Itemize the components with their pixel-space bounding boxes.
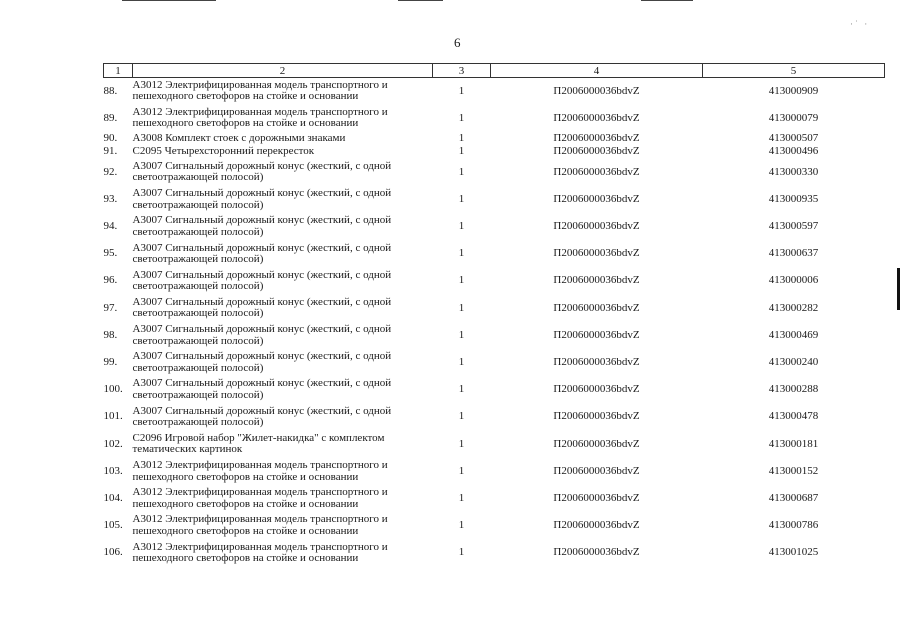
item-code: П2006000036bdvZ bbox=[553, 546, 640, 559]
table-row bbox=[104, 349, 885, 376]
column-header: 2 bbox=[133, 64, 433, 78]
item-name: А3008 Комплект стоек с дорожными знаками bbox=[132, 131, 346, 144]
table-row bbox=[104, 322, 885, 349]
inventory-number: 413000006 bbox=[768, 274, 819, 287]
row-number: 91. bbox=[103, 145, 118, 158]
item-quantity: 1 bbox=[458, 247, 465, 260]
item-quantity: 1 bbox=[458, 356, 465, 369]
row-number: 105. bbox=[103, 519, 123, 532]
item-quantity: 1 bbox=[458, 111, 465, 124]
row-number: 92. bbox=[103, 165, 118, 178]
inventory-table bbox=[103, 63, 885, 567]
item-code: П2006000036bdvZ bbox=[553, 274, 640, 287]
top-rule bbox=[122, 0, 216, 1]
item-quantity: 1 bbox=[458, 491, 465, 504]
item-code: П2006000036bdvZ bbox=[553, 192, 640, 205]
inventory-number: 413000496 bbox=[768, 145, 819, 158]
table-row bbox=[104, 159, 885, 186]
table-row bbox=[104, 132, 885, 146]
inventory-number: 413000469 bbox=[768, 328, 819, 341]
inventory-number: 413000597 bbox=[768, 220, 819, 233]
inventory-number: 413000288 bbox=[768, 383, 819, 396]
row-number: 99. bbox=[103, 356, 118, 369]
row-number: 104. bbox=[103, 491, 123, 504]
item-name: С2095 Четырехсторонний перекресток bbox=[132, 145, 315, 158]
item-quantity: 1 bbox=[458, 383, 465, 396]
column-header: 3 bbox=[433, 64, 491, 78]
item-quantity: 1 bbox=[458, 165, 465, 178]
item-code: П2006000036bdvZ bbox=[553, 131, 640, 144]
item-quantity: 1 bbox=[458, 301, 465, 314]
inventory-number: 413000282 bbox=[768, 301, 819, 314]
table-row bbox=[104, 213, 885, 240]
table-row bbox=[104, 145, 885, 159]
row-number: 103. bbox=[103, 464, 123, 477]
table-row bbox=[104, 78, 885, 105]
column-header: 1 bbox=[104, 64, 133, 78]
item-name: А3007 Сигнальный дорожный конус (жесткий, с одной светоотражающей полосой) bbox=[132, 377, 392, 401]
item-quantity: 1 bbox=[458, 145, 465, 158]
item-code: П2006000036bdvZ bbox=[553, 464, 640, 477]
item-code: П2006000036bdvZ bbox=[553, 145, 640, 158]
item-code: П2006000036bdvZ bbox=[553, 437, 640, 450]
item-code: П2006000036bdvZ bbox=[553, 410, 640, 423]
inventory-number: 413000935 bbox=[768, 192, 819, 205]
item-quantity: 1 bbox=[458, 220, 465, 233]
item-code: П2006000036bdvZ bbox=[553, 165, 640, 178]
item-quantity: 1 bbox=[458, 546, 465, 559]
item-name: А3012 Электрифицированная модель транспортного и пешеходного светофоров на стойке и основании bbox=[132, 78, 388, 103]
item-name: А3007 Сигнальный дорожный конус (жесткий, с одной светоотражающей полосой) bbox=[132, 187, 392, 211]
item-name: А3007 Сигнальный дорожный конус (жесткий, с одной светоотражающей полосой) bbox=[132, 268, 392, 293]
row-number: 96. bbox=[103, 274, 118, 287]
scan-speck: ·˙ · bbox=[850, 19, 870, 29]
inventory-number: 413000152 bbox=[768, 464, 819, 477]
item-name: А3007 Сигнальный дорожный конус (жесткий, с одной светоотражающей полосой) bbox=[132, 350, 392, 374]
table-row bbox=[104, 458, 885, 485]
inventory-number: 413000687 bbox=[768, 491, 819, 504]
item-quantity: 1 bbox=[458, 192, 465, 205]
item-code: П2006000036bdvZ bbox=[553, 491, 640, 504]
column-header: 5 bbox=[703, 64, 885, 78]
item-name: А3012 Электрифицированная модель транспортного и пешеходного светофоров на стойке и основании bbox=[132, 540, 388, 565]
item-name: А3007 Сигнальный дорожный конус (жесткий, с одной светоотражающей полосой) bbox=[132, 295, 392, 320]
item-name: А3007 Сигнальный дорожный конус (жесткий, с одной светоотражающей полосой) bbox=[132, 214, 392, 238]
item-name: А3007 Сигнальный дорожный конус (жесткий, с одной светоотражающей полосой) bbox=[132, 159, 392, 184]
item-code: П2006000036bdvZ bbox=[553, 220, 640, 233]
item-quantity: 1 bbox=[458, 437, 465, 450]
row-number: 102. bbox=[103, 437, 123, 450]
item-name: С2096 Игровой набор "Жилет-накидка" с комплектом тематических картинок bbox=[132, 431, 385, 456]
item-quantity: 1 bbox=[458, 328, 465, 341]
table-row bbox=[104, 485, 885, 512]
item-quantity: 1 bbox=[458, 84, 465, 97]
item-name: А3007 Сигнальный дорожный конус (жесткий, с одной светоотражающей полосой) bbox=[132, 241, 392, 266]
item-quantity: 1 bbox=[458, 464, 465, 477]
item-quantity: 1 bbox=[458, 131, 465, 144]
page-number: 6 bbox=[454, 35, 461, 50]
row-number: 95. bbox=[103, 247, 118, 260]
inventory-number: 413000507 bbox=[768, 131, 819, 144]
table-row bbox=[104, 512, 885, 539]
row-number: 89. bbox=[103, 111, 118, 124]
table-row bbox=[104, 240, 885, 267]
table-row bbox=[104, 376, 885, 403]
row-number: 97. bbox=[103, 301, 118, 314]
table-row bbox=[104, 540, 885, 567]
table-row bbox=[104, 268, 885, 295]
inventory-number: 413000330 bbox=[768, 165, 819, 178]
table-row bbox=[104, 295, 885, 322]
item-code: П2006000036bdvZ bbox=[553, 519, 640, 532]
scan-edge-mark bbox=[897, 268, 900, 310]
item-code: П2006000036bdvZ bbox=[553, 356, 640, 369]
item-quantity: 1 bbox=[458, 410, 465, 423]
item-name: А3007 Сигнальный дорожный конус (жесткий, с одной светоотражающей полосой) bbox=[132, 323, 392, 347]
item-name: А3012 Электрифицированная модель транспортного и пешеходного светофоров на стойке и основании bbox=[132, 105, 388, 130]
row-number: 106. bbox=[103, 546, 123, 559]
item-code: П2006000036bdvZ bbox=[553, 383, 640, 396]
table-row bbox=[104, 105, 885, 132]
inventory-number: 413001025 bbox=[768, 546, 819, 559]
top-rule bbox=[398, 0, 443, 1]
table-header-row bbox=[104, 64, 885, 78]
table-row bbox=[104, 404, 885, 431]
inventory-number: 413000478 bbox=[768, 410, 819, 423]
item-code: П2006000036bdvZ bbox=[553, 301, 640, 314]
table-row bbox=[104, 186, 885, 213]
item-name: А3012 Электрифицированная модель транспортного и пешеходного светофоров на стойке и основании bbox=[132, 459, 388, 483]
item-quantity: 1 bbox=[458, 519, 465, 532]
row-number: 93. bbox=[103, 192, 118, 205]
inventory-number: 413000079 bbox=[768, 111, 819, 124]
item-name: А3007 Сигнальный дорожный конус (жесткий, с одной светоотражающей полосой) bbox=[132, 404, 392, 429]
row-number: 101. bbox=[103, 410, 123, 423]
item-code: П2006000036bdvZ bbox=[553, 111, 640, 124]
row-number: 100. bbox=[103, 383, 123, 396]
column-header: 4 bbox=[491, 64, 703, 78]
inventory-number: 413000786 bbox=[768, 519, 819, 532]
item-quantity: 1 bbox=[458, 274, 465, 287]
row-number: 94. bbox=[103, 220, 118, 233]
top-rule bbox=[641, 0, 693, 1]
item-name: А3012 Электрифицированная модель транспортного и пешеходного светофоров на стойке и основании bbox=[132, 513, 388, 537]
item-name: А3012 Электрифицированная модель транспортного и пешеходного светофоров на стойке и основании bbox=[132, 486, 388, 510]
row-number: 88. bbox=[103, 84, 118, 97]
item-code: П2006000036bdvZ bbox=[553, 84, 640, 97]
row-number: 98. bbox=[103, 328, 118, 341]
inventory-number: 413000909 bbox=[768, 84, 819, 97]
inventory-number: 413000240 bbox=[768, 356, 819, 369]
table-row bbox=[104, 431, 885, 458]
item-code: П2006000036bdvZ bbox=[553, 247, 640, 260]
item-code: П2006000036bdvZ bbox=[553, 328, 640, 341]
inventory-number: 413000181 bbox=[768, 437, 819, 450]
row-number: 90. bbox=[103, 131, 118, 144]
inventory-number: 413000637 bbox=[768, 247, 819, 260]
